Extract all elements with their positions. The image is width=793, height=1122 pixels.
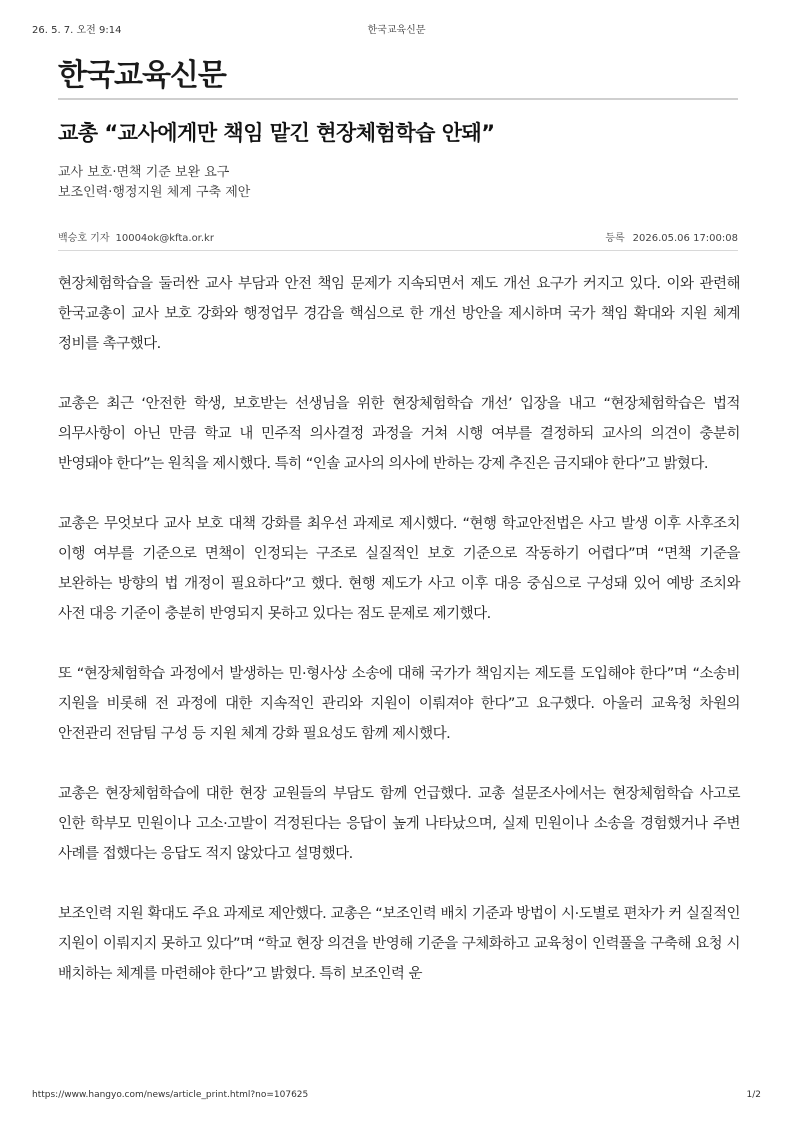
- print-url: https://www.hangyo.com/news/article_print.html?no=107625: [32, 1090, 309, 1100]
- newspaper-logo: 한국교육신문: [58, 58, 226, 93]
- article-paragraph: 또 “현장체험학습 과정에서 발생하는 민·형사상 소송에 대해 국가가 책임지는 제도를 도입해야 한다”며 “소송비 지원을 비롯해 전 과정에 대한 지속적인 관리와 지원이 이뤄져야 한다”고 요구했다. 아울러 교육청 차원의 안전관리 전담팀 구성 등 지원 체계 강화 필요성도 함께 제시했다.: [58, 666, 740, 742]
- page-number: 1/2: [746, 1090, 761, 1100]
- print-datetime: 26. 5. 7. 오전 9:14: [32, 25, 122, 36]
- print-site-title: 한국교육신문: [367, 25, 426, 36]
- article-paragraph: 현장체험학습을 둘러싼 교사 부담과 안전 책임 문제가 지속되면서 제도 개선 요구가 커지고 있다. 이와 관련해 한국교총이 교사 보호 강화와 행정업무 경감을 핵심으로 한 개선 방안을 제시하며 국가 책임 확대와 지원 체계 정비를 촉구했다.: [58, 276, 740, 352]
- byline: [58, 229, 214, 244]
- article-paragraph: 보조인력 지원 확대도 주요 과제로 제안했다. 교총은 “보조인력 배치 기준과 방법이 시·도별로 편차가 커 실질적인 지원이 이뤄지지 못하고 있다”며 “학교 현장 의견을 반영해 기준을 구체화하고 교육청이 인력풀을 구축해 요청 시 배치하는 체계를 마련해야 한다”고 밝혔다. 특히 보조인력 운: [58, 906, 740, 982]
- article-body: [58, 269, 740, 1019]
- meta-divider: [58, 250, 738, 251]
- registered-date: [605, 229, 738, 244]
- article-paragraph: 교총은 무엇보다 교사 보호 대책 강화를 최우선 과제로 제시했다. “현행 학교안전법은 사고 발생 이후 사후조치 이행 여부를 기준으로 면책이 인정되는 구조로 실질적인 보호 기준으로 작동하기 어렵다”며 “면책 기준을 보완하는 방향의 법 개정이 필요하다”고 했다. 현행 제도가 사고 이후 대응 중심으로 구성돼 있어 예방 조치와 사전 대응 기준이 충분히 반영되지 못하고 있다는 점도 문제로 제기했다.: [58, 516, 740, 622]
- article-paragraph: 교총은 현장체험학습에 대한 현장 교원들의 부담도 함께 언급했다. 교총 설문조사에서는 현장체험학습 사고로 인한 학부모 민원이나 고소·고발이 걱정된다는 응답이 높게 나타났으며, 실제 민원이나 소송을 경험했거나 주변 사례를 접했다는 응답도 적지 않았다고 설명했다.: [58, 786, 740, 862]
- article-headline: 교총 “교사에게만 책임 맡긴 현장체험학습 안돼”: [58, 121, 495, 145]
- article-paragraph: 교총은 최근 ‘안전한 학생, 보호받는 선생님을 위한 현장체험학습 개선’ 입장을 내고 “현장체험학습은 법적 의무사항이 아닌 만큼 학교 내 민주적 의사결정 과정을 거쳐 시행 여부를 결정하되 교사의 의견이 충분히 반영돼야 한다”는 원칙을 제시했다. 특히 “인솔 교사의 의사에 반하는 강제 추진은 금지돼야 한다”고 밝혔다.: [58, 396, 740, 472]
- article-subhead: 교사 보호·면책 기준 보완 요구: [58, 165, 230, 180]
- author-email: 10004ok@kfta.or.kr: [115, 233, 214, 244]
- masthead-divider: [58, 98, 738, 100]
- article-meta: [58, 229, 738, 245]
- author-name: 백승호 기자: [58, 233, 110, 244]
- registered-datetime: 2026.05.06 17:00:08: [632, 233, 738, 244]
- article-subheads: [58, 163, 738, 203]
- article-subhead: 보조인력·행정지원 체계 구축 제안: [58, 185, 251, 200]
- registered-label: 등록: [605, 233, 625, 244]
